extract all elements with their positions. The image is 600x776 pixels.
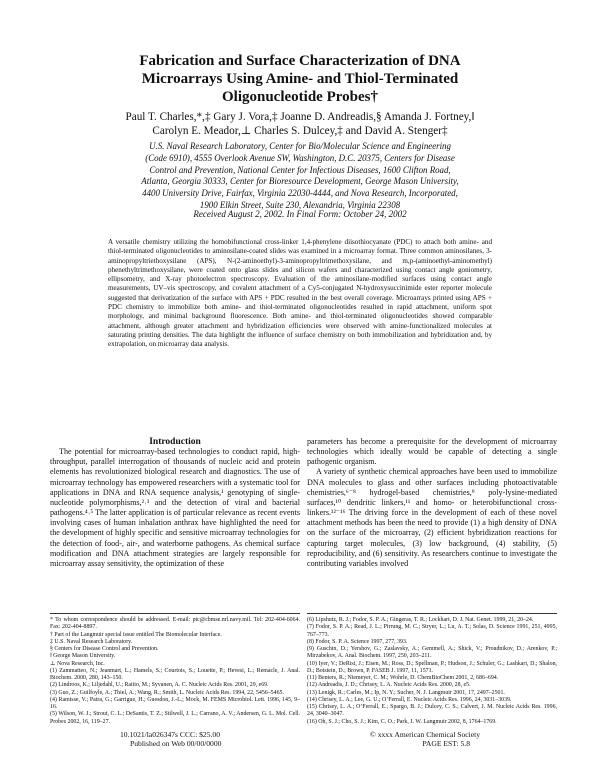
- left-column: [50, 437, 300, 569]
- section-heading-introduction: Introduction: [149, 437, 201, 447]
- footnote: ⊥ Nova Research, Inc.: [50, 660, 105, 667]
- page-footer: [120, 730, 480, 748]
- authors-line-2: Carolyn E. Meador,⊥ Charles S. Dulcey,‡ and David A. Stenger‡: [152, 125, 448, 137]
- page-estimate: PAGE EST: 5.8: [422, 739, 470, 749]
- reference: (10) Iyer, V.; DeRisi, J.; Eisen, M.; Ross, D.; Spellman, P.; Hudson, J.; Schuler, G.; Lashkari, D.; Shalon, D.; Botstein, D.; Brown, P. FASEB J. 1997, 11, 1571.: [307, 660, 557, 674]
- reference: (9) Guschin, D.; Yershov, G.; Zaslavsky, A.; Gemmell, A.; Shick, V.; Proudnikov, D.; Arenkov, P.; Mirzabekov, A. Anal. Biochem. 1997, 250, 203–211.: [307, 646, 557, 660]
- references-divider: [307, 613, 557, 614]
- affiliation-line: (Code 6910), 4555 Overlook Avenue SW, Washington, D.C. 20375, Centers for Disease: [145, 152, 455, 163]
- reference: (5) Wilson, W. J.; Strout, C. L.; DeSantis, T. Z.; Stilwell, J. L.; Carrano, A. V.; Andersen, G. L. Mol. Cell. Probes 2002, 16, 119–27.: [50, 711, 300, 725]
- title-line-1: Fabrication and Surface Characterization of DNA: [139, 53, 461, 69]
- footnote: ‖ George Mason University.: [50, 653, 116, 660]
- reference: (15) Chrisey, L. A.; O’Ferrall, E.; Spargo, B. J.; Dulcey, C. S.; Calvert, J. M. Nucleic Acids Res. 1996, 24, 3040–3047.: [307, 704, 557, 718]
- reference: (12) Andreadis, J. D.; Chrisey, L. A. Nucleic Acids Res. 2000, 28, e5.: [307, 682, 471, 689]
- reference: (2) Lindroos, K.; Liljedahl, U.; Raitio, M.; Syvanen, A. C. Nucleic Acids Res. 2001, 29, e69.: [50, 682, 269, 689]
- article-title: [60, 52, 540, 106]
- reference: (3) Guo, Z.; Guilfoyle, A.; Thiel, A.; Wang, R.; Smith, L. Nucleic Acids Res. 1994, 22, 5456–5465.: [50, 689, 284, 696]
- footnotes-and-references-left: [50, 617, 300, 726]
- reference: (7) Fodor, S. P. A.; Read, J. L.; Pirrung, M. C.; Stryer, L.; Lu, A. T.; Solas, D. Science 1991, 251, 4995, 767–773.: [307, 624, 557, 638]
- title-line-3: Oligonucleotide Probes†: [222, 89, 378, 105]
- title-line-2: Microarrays Using Amine- and Thiol-Terminated: [141, 71, 459, 87]
- intro-paragraph: The potential for microarray-based technologies to conduct rapid, high-throughput, parallel interrogation of thousands of nucleic acid and protein elements has revolutionized biological research and diagnostics. The use of microarray technology has empowered researchers with a systematic tool for applications in DNA and RNA sequence analysis,¹ genotyping of single-nucleotide polymorphisms,²˒³ and the detection of viral and bacterial pathogens.⁴˒⁵ The latter application is of particular relevance as recent events involving cases of human inhalation anthrax have highlighted the need for the development of highly specific and sensitive microarray technologies for the detection of food-, air-, and waterborne pathogens. As chemical surface modification and DNA attachment strategies are largely responsible for microarray assay sensitivity, the optimization of these: [50, 447, 300, 568]
- affiliation-line: Control and Prevention, National Center for Infectious Diseases, 1600 Clifton Road,: [149, 164, 451, 175]
- published-date: Published on Web 00/00/0000: [130, 739, 222, 749]
- footnote-divider: [50, 613, 300, 614]
- footnote: † Part of the Langmuir special issue entitled The Biomolecular Interface.: [50, 631, 222, 638]
- affiliations: [70, 141, 530, 212]
- right-column: [307, 437, 557, 569]
- footnote: ‡ U.S. Naval Research Laboratory.: [50, 638, 133, 645]
- affiliation-line: Atlanta, Georgia 30333, Center for Bioresource Development, George Mason University,: [141, 176, 459, 187]
- affiliation-line: 4400 University Drive, Fairfax, Virginia 22030-4444, and Nova Research, Incorporated,: [142, 188, 458, 199]
- affiliation-line: 1900 Elkin Street, Suite 230, Alexandria, Virginia 22308: [199, 199, 401, 210]
- copyright: © xxxx American Chemical Society: [370, 730, 480, 739]
- authors-line-1: Paul T. Charles,*,‡ Gary J. Vora,‡ Joanne D. Andreadis,§ Amanda J. Fortney,‖: [125, 111, 475, 123]
- doi-price: 10.1021/la026347s CCC: $25.00: [120, 730, 220, 739]
- reference: (8) Fodor, S. P. A. Science 1997, 277, 393.: [307, 638, 408, 645]
- affiliation-line: U.S. Naval Research Laboratory, Center for Bio/Molecular Science and Engineering: [149, 141, 451, 151]
- intro-paragraph: A variety of synthetic chemical approaches have been used to immobilize DNA molecules to glass and other surfaces including photoactivatable chemistries,⁶⁻⁸ hydrogel-based chemistries,⁹ poly-lysine-mediated surfaces,¹⁰ dendritic linkers,¹¹ and homo- or heterobifunctional cross-linkers.¹²⁻¹⁶ The driving force in the development of each of these novel attachment methods has been the need to provide (1) a high density of DNA on the surface of the microarray, (2) efficient hybridization reactions for capturing target molecules, (3) low background, (4) stability, (5) reproducibility, and (6) sensitivity. As researchers continue to investigate the contributing variables involved: [307, 467, 557, 568]
- reference: (1) Zammatteo, N.; Jeanmart, L.; Hamels, S.; Courtois, S.; Louette, P.; Hevesi, L.; Remacle, J. Anal. Biochem. 2000, 280, 143–150.: [50, 667, 300, 681]
- reference: (11) Benters, R.; Niemeyer, C. M.; Wohrle, D. ChemBioChem 2001, 2, 686–694.: [307, 675, 499, 681]
- author-list: [60, 110, 540, 138]
- reference: (4) Ramisse, V.; Patra, G.; Garrigue, H.; Guesdon, J.-L.; Mock, M. FEMS Microbiol. Lett. 1996, 145, 9–16.: [50, 696, 300, 710]
- references-right: [307, 617, 557, 726]
- received-dates: Received August 2, 2002. In Final Form: October 24, 2002: [193, 209, 407, 219]
- reference: (16) Oh, S. J.; Cho, S. J.; Kim, C. O.; Park, J. W. Langmuir 2002, 8, 1764–1769.: [307, 718, 497, 725]
- reference: (13) Lenigk, R.; Carles, M.; Ip, N. Y.; Sucher, N. J. Langmuir 2001, 17, 2497–2501.: [307, 689, 505, 696]
- footnote: * To whom correspondence should be addressed. E-mail: ptc@cbmse.nrl.navy.mil. Tel: 202-404-6064. Fax: 202-404-8897.: [50, 617, 300, 631]
- footnote: § Centers for Disease Control and Prevention.: [50, 646, 159, 652]
- reference: (14) Chrisey, L. A.; Lee, G. U.; O’Ferrall, E. Nucleic Acids Res. 1996, 24, 3031–3039.: [307, 696, 512, 703]
- abstract: A versatile chemistry utilizing the homobifunctional cross-linker 1,4-phenylene diisothiocyanate (PDC) to attach both amine- and thiol-terminated oligonucleotides to aminosilane-coated slides was examined in a microarray format. Three common aminosilanes, 3-aminopropyltriethoxysilane (APS), N-(2-aminoethyl)-3-aminopropyltrimethoxysilane, and m,p-(aminoethyl-aminomethyl) phenethyltrimethoxysilane, were coated onto glass slides and silicon wafers and characterized using contact angle goniometry, ellipsometry, and X-ray photoelectron spectroscopy. Evaluation of the aminosilane-modified surfaces using contact angle measurements, UV–vis spectroscopy, and covalent attachment of a Cy5-conjugated N-hydroxysuccinimide ester reporter molecule suggested that derivatization of the surface with APS + PDC resulted in the best overall coverage. Microarrays printed using APS + PDC chemistry to immobilize both amine- and thiol-terminated oligonucleotides resulted in rapid attachment, uniform spot morphology, and minimal background fluorescence. Both amine- and thiol-terminated oligonucleotides showed comparable attachment, although greater attachment and hybridization efficiencies were observed with amine-functionalized molecules at saturating printing densities. The data highlight the influence of surface chemistry on both immobilization and hybridization and, by extrapolation, on microarray data analysis.: [108, 238, 492, 349]
- intro-paragraph-continued: parameters has become a prerequisite for the development of microarray technologies which ideally would be capable of detecting a single pathogenic organism.: [307, 437, 557, 467]
- reference: (6) Lipshutz, R. J.; Fodor, S. P. A.; Gingeras, T. R.; Lockhart, D. J. Nat. Genet. 1999, 21, 20–24.: [307, 617, 534, 623]
